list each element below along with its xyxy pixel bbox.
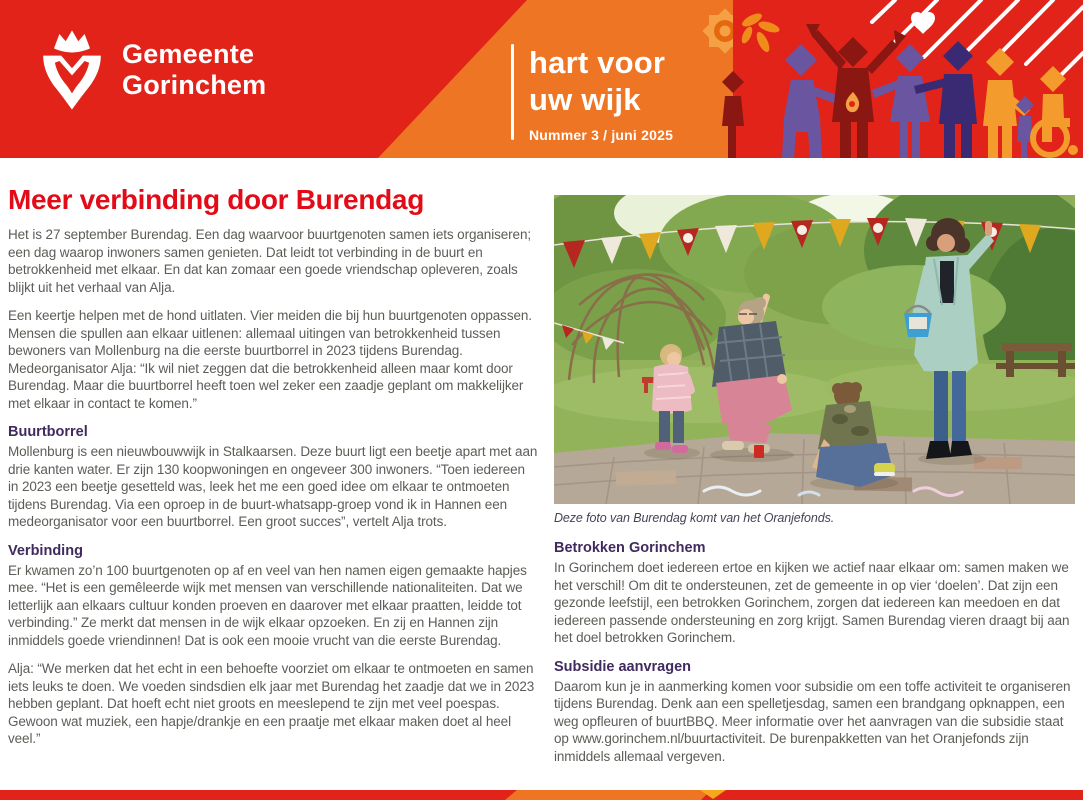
section-heading-buurtborrel: Buurtborrel [8,424,88,440]
article-title: Meer verbinding door Burendag [8,184,425,215]
section-heading-subsidie-aanvragen: Subsidie aanvragen [554,658,691,675]
municipality-logo [36,28,266,112]
article-content [8,182,1075,776]
article-paragraph: Een keertje helpen met de hond uitlaten. Vier meiden die bij hun buurtgenoten oppassen. Mensen die spullen aan elkaar uitlenen: allemaal uitingen van betrokkenheid tussen bewoners van Mollenburg na die eerste buurtborrel in 2023 tijdens Burendag. Medeorganisator Alja: “Ik wil niet zeggen dat die betrokkenheid alleen maar komt door Burendag. Maar die buurtborrel heeft toen wel zeker een zaadje geplant om makkelijker met elkaar in contact te komen.” [8,308,532,411]
section-heading-betrokken-gorinchem: Betrokken Gorinchem [554,540,706,556]
section-body-verbinding: Er kwamen zo’n 100 buurtgenoten op af en veel van hen namen eigen gemaakte hapjes mee. “Het is een gemêleerde wijk met mensen van verschillende nationaliteiten. Dat we letterlijk aan elkaars cultuur konden proeven en daarover met elkaar praatten, leidde tot verbinding.” Ze merkt dat mensen in de wijk elkaar opzoeken. En zij en Hannen zijn inmiddels goede vriendinnen! Dat is ook een mooie vrucht van die eerste Burendag. [8,562,527,648]
article-figure [554,195,1075,525]
article-right-column [554,182,1075,776]
gorinchem-shield-icon [36,28,108,112]
subsidy-link[interactable]: www.gorinchem.nl/buurtactiviteit [572,731,763,746]
logo-line1: Gemeente [122,39,255,69]
subsidy-text-before: Daarom kun je in aanmerking komen voor subsidie om een toffe activiteit te organiseren tijdens Burendag. Denk aan een spelletjesdag, samen een brandgang opknappen, een weg opfleuren of buurtBBQ. Meer informatie over het aanvragen van die subsidie staat op [554,678,1071,746]
subsidy-text-after: . De burenpakketten van het Oranjefonds zijn inmiddels allemaal vergeven. [554,731,1029,764]
footer-bar [0,790,1083,800]
masthead [511,44,673,143]
masthead-line2: uw wijk [529,82,641,117]
header-banner [0,0,1083,158]
article-closing-paragraph: Alja: “We merken dat het echt in een behoefte voorziet om elkaar te ontmoeten en samen iets leuks te doen. We voeden sindsdien elk jaar met Burendag het zaadje dat we in 2023 hebben geplant. Dat hoeft echt niet groots en meeslepend te zijn met veel poespas. Gewoon wat muziek, een hapje/drankje en een praatje met elkaar maken doet al heel veel.” [8,661,535,746]
masthead-line1: hart voor [529,45,666,80]
article-intro: Het is 27 september Burendag. Een dag waarvoor buurtgenoten samen iets organiseren; een dag waarop inwoners samen genieten. Dat leidt tot verbinding in de buurt en betrokkenheid met elkaar. En dat kan zomaar een goede vriendschap opleveren, zoals blijkt uit het verhaal van Alja. [8,227,532,295]
section-body-subsidie-aanvragen [554,678,1075,766]
section-body-buurtborrel: Mollenburg is een nieuwbouwwijk in Stalkaarsen. Deze buurt ligt een beetje apart met aan drie kanten water. Er zijn 130 koopwoningen en ongeveer 300 inwoners. “Toen iedereen in 2023 een beetje gesetteld was, leek het me een goed idee om elkaar te ontmoeten tijdens Burendag. Via een oproep in de buurt-whatsapp-groep vond ik in Hannen een medeorganisator voor een buurtborrel. Een groot succes”, vertelt Alja trots. [8,444,538,529]
masthead-title [529,44,673,118]
issue-label: Nummer 3 / juni 2025 [529,127,674,143]
photo-caption: Deze foto van Burendag komt van het Oranjefonds. [554,511,835,525]
logo-wordmark [122,39,266,101]
masthead-rule [511,44,514,140]
section-heading-verbinding: Verbinding [8,542,83,559]
logo-line2: Gorinchem [122,70,267,100]
article-photo [554,195,1075,504]
article-left-column [8,182,538,776]
section-body-betrokken-gorinchem: In Gorinchem doet iedereen ertoe en kijken we actief naar elkaar om: samen maken we het verschil! Om dit te ondersteunen, zet de gemeente in op vier ‘doelen’. Dat zijn een gezonde leefstijl, een betrokken Gorinchem, zorgen dat iedereen kan meedoen en dat iedereen passende ondersteuning en zorg krijgt. Samen Burendag vieren draagt bij aan het doel betrokken Gorinchem. [554,560,1070,645]
